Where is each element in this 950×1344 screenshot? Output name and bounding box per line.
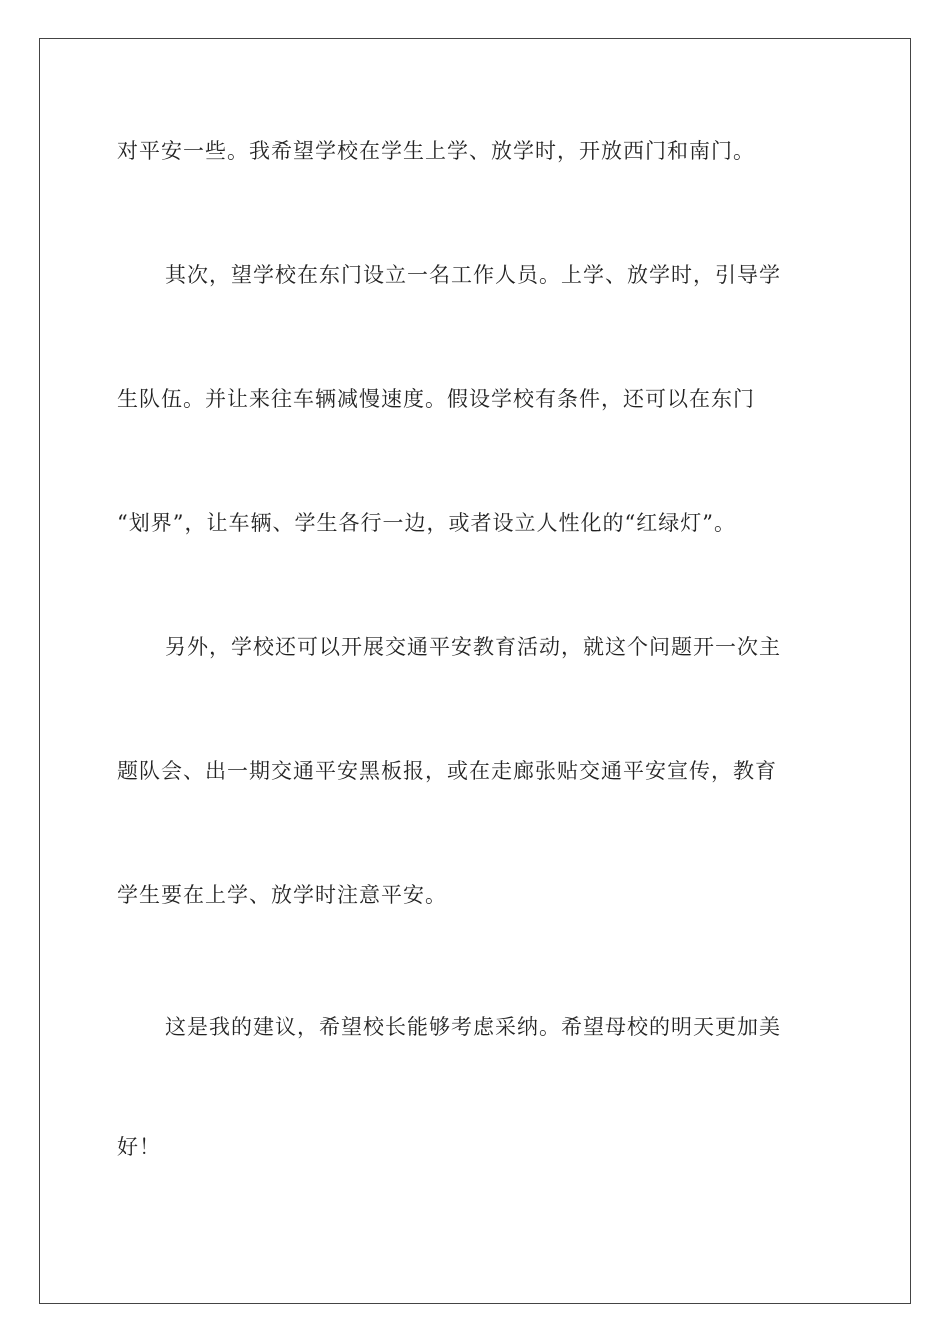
page-border (39, 38, 911, 1304)
text-line: 对平安一些。我希望学校在学生上学、放学时，开放西门和南门。 (117, 139, 755, 163)
paragraph-start-line: 其次，望学校在东门设立一名工作人员。上学、放学时，引导学 (165, 263, 781, 287)
paragraph-start-line: 这是我的建议，希望校长能够考虑采纳。希望母校的明天更加美 (165, 1015, 781, 1039)
text-line: 学生要在上学、放学时注意平安。 (117, 883, 447, 907)
text-line: 生队伍。并让来往车辆减慢速度。假设学校有条件，还可以在东门 (117, 387, 755, 411)
text-line: 题队会、出一期交通平安黑板报，或在走廊张贴交通平安宣传，教育 (117, 759, 777, 783)
paragraph-start-line: 另外，学校还可以开展交通平安教育活动，就这个问题开一次主 (165, 635, 781, 659)
text-line: “划界”，让车辆、学生各行一边，或者设立人性化的“红绿灯”。 (117, 511, 736, 535)
text-line: 好！ (117, 1135, 161, 1159)
